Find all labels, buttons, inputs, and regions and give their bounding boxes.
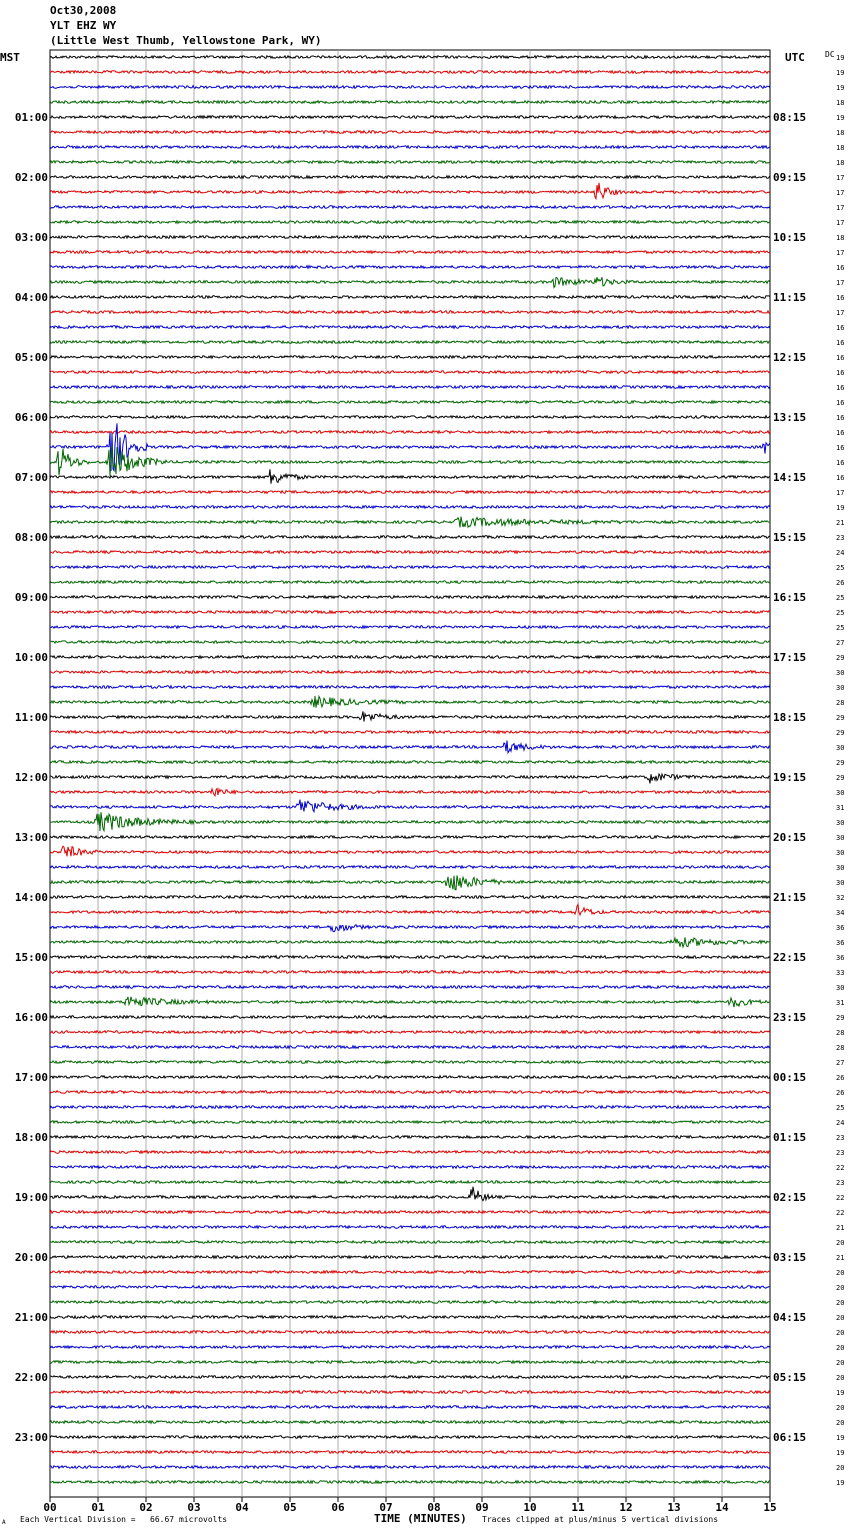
x-tick-label: 06 <box>331 1501 345 1514</box>
dc-value: 30 <box>836 984 845 992</box>
dc-value: 17 <box>836 189 845 197</box>
dc-value: 20 <box>836 1314 845 1322</box>
utc-hour-label: 13:15 <box>773 411 807 424</box>
dc-value: 19 <box>836 1389 845 1397</box>
mst-hour-label: 15:00 <box>14 951 48 964</box>
dc-value: 16 <box>836 399 845 407</box>
dc-value: 16 <box>836 339 845 347</box>
dc-value: 30 <box>836 789 845 797</box>
dc-value: 36 <box>836 954 845 962</box>
dc-value: 29 <box>836 654 845 662</box>
dc-value: 36 <box>836 924 845 932</box>
trace-row-65 <box>50 1031 770 1034</box>
dc-value: 20 <box>836 1344 845 1352</box>
left-timezone-label: MST <box>0 51 20 64</box>
dc-value: 25 <box>836 594 845 602</box>
dc-value: 19 <box>836 84 845 92</box>
dc-value: 17 <box>836 489 845 497</box>
mst-hour-label: 14:00 <box>14 891 48 904</box>
trace-row-6 <box>50 146 770 149</box>
dc-value: 25 <box>836 564 845 572</box>
x-tick-label: 11 <box>571 1501 585 1514</box>
mst-hour-label: 04:00 <box>14 291 48 304</box>
utc-hour-label: 16:15 <box>773 591 807 604</box>
utc-hour-label: 06:15 <box>773 1431 807 1444</box>
trace-row-92 <box>50 1436 770 1439</box>
dc-value: 19 <box>836 114 845 122</box>
utc-hour-label: 20:15 <box>773 831 807 844</box>
utc-hour-label: 14:15 <box>773 471 807 484</box>
dc-value: 30 <box>836 879 845 887</box>
trace-row-0 <box>50 56 770 59</box>
trace-row-79 <box>50 1241 770 1244</box>
x-tick-label: 12 <box>619 1501 633 1514</box>
dc-value: 16 <box>836 264 845 272</box>
trace-row-90 <box>50 1406 770 1409</box>
trace-row-56 <box>50 896 770 899</box>
mst-hour-label: 12:00 <box>14 771 48 784</box>
trace-row-21 <box>50 371 770 374</box>
trace-row-20 <box>50 356 770 359</box>
dc-value: 25 <box>836 624 845 632</box>
dc-value: 20 <box>836 1239 845 1247</box>
trace-row-61 <box>50 971 770 974</box>
trace-row-36 <box>50 596 770 599</box>
mst-hour-label: 10:00 <box>14 651 48 664</box>
trace-row-4 <box>50 116 770 119</box>
trace-row-34 <box>50 566 770 569</box>
utc-hour-label: 03:15 <box>773 1251 807 1264</box>
trace-row-59 <box>50 938 770 948</box>
dc-value: 25 <box>836 1104 845 1112</box>
utc-hour-label: 12:15 <box>773 351 807 364</box>
trace-row-5 <box>50 131 770 134</box>
mst-hour-label: 07:00 <box>14 471 48 484</box>
trace-row-48 <box>50 774 770 783</box>
dc-value: 20 <box>836 1269 845 1277</box>
utc-hour-label: 08:15 <box>773 111 807 124</box>
dc-value: 36 <box>836 939 845 947</box>
dc-value: 20 <box>836 1284 845 1292</box>
trace-row-60 <box>50 956 770 959</box>
dc-value: 16 <box>836 384 845 392</box>
trace-row-85 <box>50 1331 770 1334</box>
dc-value: 20 <box>836 1374 845 1382</box>
station-location: (Little West Thumb, Yellowstone Park, WY) <box>50 34 322 47</box>
utc-hour-label: 21:15 <box>773 891 807 904</box>
x-tick-label: 13 <box>667 1501 681 1514</box>
dc-value: 23 <box>836 1149 845 1157</box>
dc-value: 29 <box>836 714 845 722</box>
dc-value: 23 <box>836 1134 845 1142</box>
dc-value: 31 <box>836 804 845 812</box>
right-timezone-label: UTC <box>785 51 805 64</box>
trace-row-40 <box>50 656 770 659</box>
trace-row-64 <box>50 1016 770 1019</box>
trace-row-76 <box>50 1187 770 1201</box>
mst-hour-label: 06:00 <box>14 411 48 424</box>
trace-row-51 <box>50 812 770 831</box>
trace-row-86 <box>50 1346 770 1349</box>
trace-row-53 <box>50 846 770 856</box>
trace-row-83 <box>50 1301 770 1304</box>
utc-hour-label: 00:15 <box>773 1071 807 1084</box>
dc-value: 27 <box>836 1059 845 1067</box>
utc-hour-label: 19:15 <box>773 771 807 784</box>
x-tick-label: 01 <box>91 1501 105 1514</box>
trace-row-49 <box>50 789 770 796</box>
dc-value: 19 <box>836 1434 845 1442</box>
dc-value: 16 <box>836 414 845 422</box>
x-tick-label: 14 <box>715 1501 729 1514</box>
x-tick-label: 03 <box>187 1501 201 1514</box>
station-code: YLT EHZ WY <box>50 19 117 32</box>
trace-row-2 <box>50 86 770 89</box>
utc-hour-label: 18:15 <box>773 711 807 724</box>
dc-value: 17 <box>836 174 845 182</box>
trace-row-7 <box>50 161 770 164</box>
trace-row-8 <box>50 176 770 179</box>
utc-hour-label: 11:15 <box>773 291 807 304</box>
dc-value: 23 <box>836 534 845 542</box>
mst-hour-label: 01:00 <box>14 111 48 124</box>
trace-row-89 <box>50 1391 770 1394</box>
dc-value: 16 <box>836 429 845 437</box>
trace-row-87 <box>50 1361 770 1364</box>
dc-value: 22 <box>836 1209 845 1217</box>
mst-hour-label: 02:00 <box>14 171 48 184</box>
dc-value: 17 <box>836 309 845 317</box>
trace-row-23 <box>50 401 770 404</box>
x-tick-label: 09 <box>475 1501 489 1514</box>
dc-value: 20 <box>836 1404 845 1412</box>
trace-row-3 <box>50 101 770 104</box>
mst-hour-label: 08:00 <box>14 531 48 544</box>
trace-row-68 <box>50 1076 770 1079</box>
mst-hour-label: 21:00 <box>14 1311 48 1324</box>
trace-row-42 <box>50 686 770 689</box>
dc-value: 19 <box>836 1479 845 1487</box>
dc-value: 20 <box>836 1359 845 1367</box>
corner-mark: A <box>2 1519 6 1526</box>
dc-value: 24 <box>836 549 845 557</box>
trace-row-58 <box>50 925 770 932</box>
x-tick-label: 15 <box>763 1501 777 1514</box>
dc-value: 19 <box>836 54 845 62</box>
utc-hour-label: 04:15 <box>773 1311 807 1324</box>
dc-value: 18 <box>836 144 845 152</box>
dc-value: 18 <box>836 99 845 107</box>
dc-value: 30 <box>836 849 845 857</box>
dc-value: 30 <box>836 864 845 872</box>
dc-value: 20 <box>836 1419 845 1427</box>
trace-row-78 <box>50 1226 770 1229</box>
trace-row-52 <box>50 836 770 839</box>
dc-value: 33 <box>836 969 845 977</box>
trace-row-75 <box>50 1181 770 1184</box>
dc-value: 32 <box>836 894 845 902</box>
mst-hour-label: 03:00 <box>14 231 48 244</box>
trace-row-94 <box>50 1466 770 1469</box>
dc-value: 16 <box>836 369 845 377</box>
trace-row-22 <box>50 386 770 389</box>
trace-row-43 <box>50 696 770 708</box>
mst-hour-label: 22:00 <box>14 1371 48 1384</box>
trace-row-32 <box>50 536 770 539</box>
dc-value: 28 <box>836 1029 845 1037</box>
x-tick-label: 04 <box>235 1501 249 1514</box>
mst-hour-label: 11:00 <box>14 711 48 724</box>
x-tick-label: 02 <box>139 1501 153 1514</box>
trace-row-11 <box>50 221 770 224</box>
dc-value: 21 <box>836 519 845 527</box>
dc-value: 17 <box>836 249 845 257</box>
dc-value: 18 <box>836 234 845 242</box>
dc-value: 29 <box>836 774 845 782</box>
trace-row-46 <box>50 741 770 753</box>
x-tick-label: 05 <box>283 1501 297 1514</box>
trace-row-73 <box>50 1151 770 1154</box>
dc-value: 22 <box>836 1194 845 1202</box>
dc-value: 28 <box>836 1044 845 1052</box>
trace-row-38 <box>50 626 770 629</box>
mst-hour-label: 16:00 <box>14 1011 48 1024</box>
dc-value: 16 <box>836 354 845 362</box>
scale-note: Each Vertical Division = 66.67 microvolts <box>20 1515 228 1524</box>
trace-row-28 <box>50 469 770 483</box>
dc-value: 17 <box>836 219 845 227</box>
dc-value: 20 <box>836 1299 845 1307</box>
trace-row-88 <box>50 1376 770 1379</box>
dc-value: 17 <box>836 204 845 212</box>
dc-value: 29 <box>836 729 845 737</box>
utc-hour-label: 01:15 <box>773 1131 807 1144</box>
x-tick-label: 07 <box>379 1501 393 1514</box>
utc-hour-label: 15:15 <box>773 531 807 544</box>
dc-value: 30 <box>836 834 845 842</box>
trace-row-93 <box>50 1451 770 1454</box>
dc-value: 27 <box>836 639 845 647</box>
trace-row-30 <box>50 506 770 509</box>
trace-row-9 <box>50 183 770 199</box>
utc-hour-label: 05:15 <box>773 1371 807 1384</box>
trace-row-39 <box>50 641 770 644</box>
trace-row-47 <box>50 761 770 764</box>
dc-value: 21 <box>836 1224 845 1232</box>
trace-row-77 <box>50 1211 770 1214</box>
mst-hour-label: 09:00 <box>14 591 48 604</box>
trace-row-15 <box>50 277 770 287</box>
trace-row-18 <box>50 326 770 329</box>
trace-row-19 <box>50 341 770 344</box>
trace-row-81 <box>50 1271 770 1274</box>
mst-hour-label: 05:00 <box>14 351 48 364</box>
trace-row-82 <box>50 1286 770 1289</box>
trace-row-27 <box>50 446 770 476</box>
trace-row-10 <box>50 206 770 209</box>
utc-hour-label: 23:15 <box>773 1011 807 1024</box>
mst-hour-label: 18:00 <box>14 1131 48 1144</box>
trace-row-62 <box>50 986 770 989</box>
clip-note: Traces clipped at plus/minus 5 vertical divisions <box>482 1515 719 1524</box>
trace-row-1 <box>50 71 770 74</box>
plot-date: Oct30,2008 <box>50 4 117 17</box>
x-axis-title: TIME (MINUTES) <box>374 1512 467 1525</box>
dc-value: 23 <box>836 1179 845 1187</box>
utc-hour-label: 17:15 <box>773 651 807 664</box>
dc-value: 29 <box>836 1014 845 1022</box>
x-tick-label: 10 <box>523 1501 537 1514</box>
dc-value: 17 <box>836 279 845 287</box>
dc-value: 20 <box>836 1329 845 1337</box>
dc-value: 30 <box>836 684 845 692</box>
trace-row-25 <box>50 431 770 434</box>
trace-row-31 <box>50 517 770 528</box>
trace-row-57 <box>50 904 770 915</box>
mst-hour-label: 20:00 <box>14 1251 48 1264</box>
dc-value: 30 <box>836 744 845 752</box>
trace-row-50 <box>50 800 770 812</box>
mst-hour-label: 23:00 <box>14 1431 48 1444</box>
utc-hour-label: 22:15 <box>773 951 807 964</box>
dc-value: 24 <box>836 1119 845 1127</box>
mst-hour-label: 17:00 <box>14 1071 48 1084</box>
utc-hour-label: 02:15 <box>773 1191 807 1204</box>
trace-row-17 <box>50 311 770 314</box>
trace-row-69 <box>50 1091 770 1094</box>
dc-value: 16 <box>836 444 845 452</box>
dc-value: 19 <box>836 69 845 77</box>
trace-row-33 <box>50 551 770 554</box>
dc-value: 20 <box>836 1464 845 1472</box>
trace-row-55 <box>50 875 770 889</box>
trace-row-63 <box>50 997 770 1007</box>
trace-row-16 <box>50 296 770 299</box>
dc-value: 18 <box>836 129 845 137</box>
dc-value: 34 <box>836 909 845 917</box>
dc-value: 25 <box>836 609 845 617</box>
dc-value: 28 <box>836 699 845 707</box>
utc-hour-label: 10:15 <box>773 231 807 244</box>
dc-value: 19 <box>836 504 845 512</box>
dc-value: 16 <box>836 459 845 467</box>
trace-row-91 <box>50 1421 770 1424</box>
trace-row-66 <box>50 1046 770 1049</box>
trace-row-70 <box>50 1106 770 1109</box>
dc-value: 16 <box>836 324 845 332</box>
trace-row-72 <box>50 1136 770 1139</box>
trace-row-45 <box>50 731 770 734</box>
dc-value: 21 <box>836 1254 845 1262</box>
dc-value: 31 <box>836 999 845 1007</box>
utc-hour-label: 09:15 <box>773 171 807 184</box>
dc-value: 26 <box>836 579 845 587</box>
trace-row-14 <box>50 266 770 269</box>
dc-value: 16 <box>836 474 845 482</box>
trace-row-12 <box>50 236 770 239</box>
x-tick-label: 08 <box>427 1501 441 1514</box>
trace-row-67 <box>50 1061 770 1064</box>
dc-value: 19 <box>836 1449 845 1457</box>
dc-value: 26 <box>836 1089 845 1097</box>
trace-row-74 <box>50 1166 770 1169</box>
trace-row-41 <box>50 671 770 674</box>
trace-row-37 <box>50 611 770 614</box>
mst-hour-label: 19:00 <box>14 1191 48 1204</box>
dc-value: 30 <box>836 819 845 827</box>
trace-row-24 <box>50 416 770 419</box>
trace-row-29 <box>50 491 770 494</box>
dc-value: 16 <box>836 294 845 302</box>
trace-row-13 <box>50 251 770 254</box>
dc-value: 29 <box>836 759 845 767</box>
trace-row-71 <box>50 1121 770 1124</box>
dc-value: 30 <box>836 669 845 677</box>
trace-row-95 <box>50 1481 770 1484</box>
trace-row-44 <box>50 711 770 721</box>
trace-row-54 <box>50 866 770 869</box>
dc-value: 26 <box>836 1074 845 1082</box>
trace-row-84 <box>50 1316 770 1319</box>
dc-header: DC <box>825 50 835 59</box>
mst-hour-label: 13:00 <box>14 831 48 844</box>
dc-value: 18 <box>836 159 845 167</box>
x-tick-label: 00 <box>43 1501 57 1514</box>
dc-value: 22 <box>836 1164 845 1172</box>
trace-row-80 <box>50 1256 770 1259</box>
trace-row-35 <box>50 581 770 584</box>
